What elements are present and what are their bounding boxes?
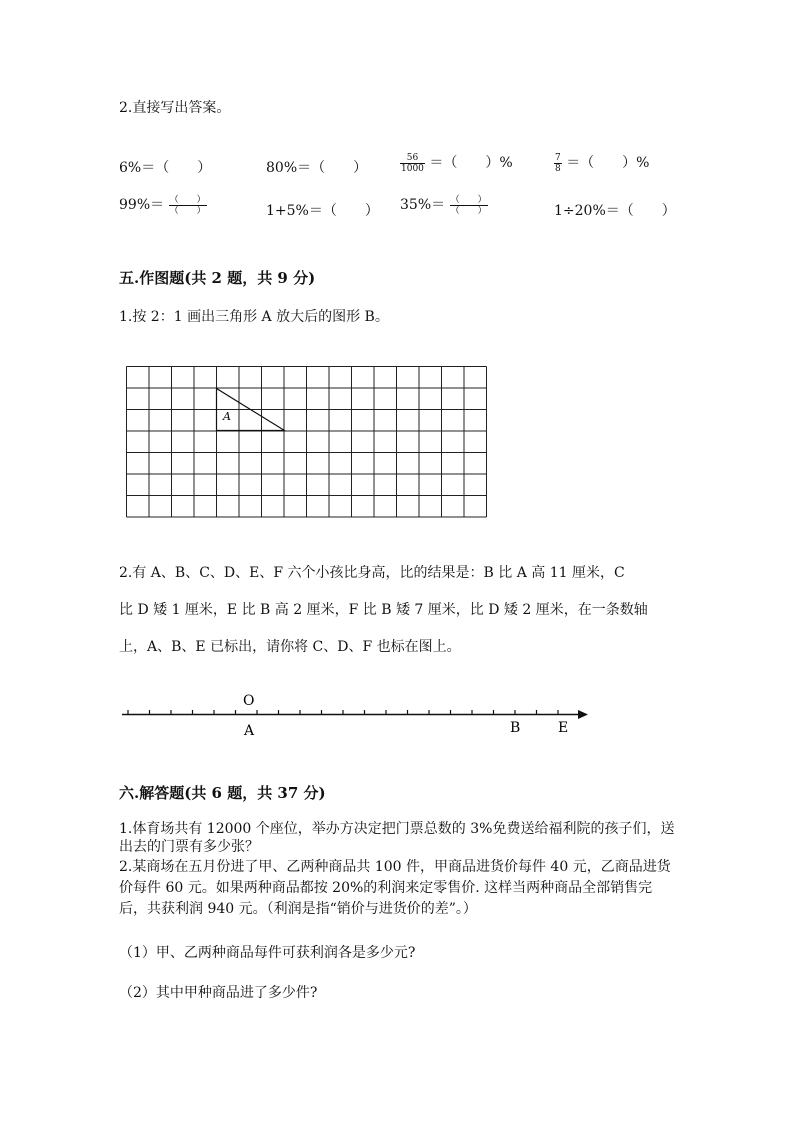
- point-b-label: B: [510, 720, 521, 736]
- number-line: [118, 688, 598, 744]
- sub-question: （2）其中甲种商品进了多少件?: [119, 985, 318, 1001]
- question-text-line: 上，A、B、E 已标出，请你将 C、D、F 也标在图上。: [119, 639, 461, 655]
- question-text: 1.按 2：1 画出三角形 A 放大后的图形 B。: [119, 309, 389, 325]
- question-text: 1.体育场共有 12000 个座位，举办方决定把门票总数的 3%免费送给福利院的孩子们，送出去的门票有多少张？: [119, 821, 675, 855]
- question-text: 2.某商场在五月份进了甲、乙两种商品共 100 件，甲商品进货价每件 40 元，乙商品进货价每件 60 元。如果两种商品都按 20%的利润来定零售价. 这样当两种商品全部销售完后，共获利润 940 元。（利润是指“销价与进货价的差”。）: [119, 859, 671, 917]
- calc-item: $\frac{7}{8}$ ＝（ ）%: [555, 152, 650, 174]
- triangle-label: A: [223, 410, 231, 423]
- calc-item: 80%＝（ ）: [266, 160, 368, 176]
- drawing-grid: [124, 364, 492, 520]
- arrow-icon: [578, 710, 588, 719]
- calc-item: 1+5%＝（ ）: [266, 203, 379, 219]
- fraction: $\frac{56}{1000}$: [401, 152, 424, 174]
- question-title: 2.直接写出答案。: [119, 100, 231, 116]
- calc-item: $\frac{56}{1000}$ ＝（ ）%: [401, 152, 513, 174]
- sub-question: （1）甲、乙两种商品每件可获利润各是多少元?: [119, 945, 416, 961]
- fraction: $\frac{7}{8}$: [555, 152, 561, 174]
- point-e-label: E: [558, 720, 569, 736]
- section-heading: 六.解答题(共 6 题，共 37 分): [119, 784, 326, 802]
- section-heading: 五.作图题(共 2 题，共 9 分): [119, 269, 316, 287]
- calc-item: 1÷20%＝（ ）: [554, 203, 676, 219]
- question-text-line: 比 D 矮 1 厘米，E 比 B 高 2 厘米，F 比 B 矮 7 厘米，比 D 矮 2 厘米，在一条数轴: [119, 602, 648, 618]
- calc-item: 35%＝ $\frac{( )}{( )}$: [400, 194, 487, 216]
- point-a-label: A: [244, 723, 255, 739]
- calc-item: 6%＝（ ）: [119, 160, 212, 176]
- fraction: $\frac{( )}{( )}$: [169, 194, 206, 216]
- origin-label: O: [243, 693, 255, 709]
- calc-item: 99%＝ $\frac{( )}{( )}$: [119, 194, 206, 216]
- fraction: $\frac{( )}{( )}$: [450, 194, 487, 216]
- question-text-line: 2.有 A、B、C、D、E、F 六个小孩比身高，比的结果是：B 比 A 高 11 厘米，C: [119, 565, 625, 581]
